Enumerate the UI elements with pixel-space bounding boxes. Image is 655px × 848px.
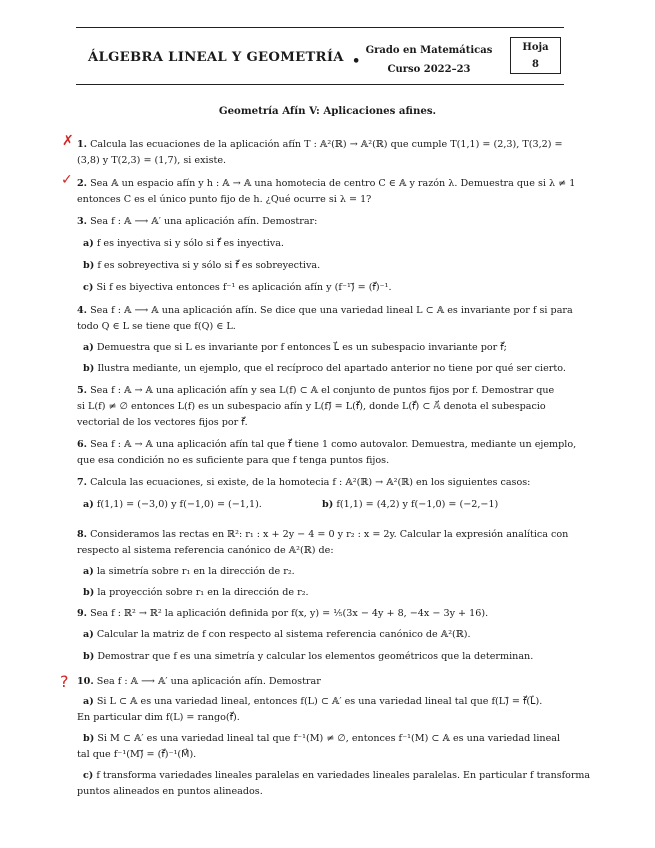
exercise-3-intro xyxy=(77,214,317,230)
exercise-5-text: Sea f : 𝔸 → 𝔸 una aplicación afín y sea L(f) ⊂ 𝔸 el conjunto de puntos fijos por f. Demostrar que xyxy=(90,385,555,396)
exercise-2-text: Sea 𝔸 un espacio afín y h : 𝔸 → 𝔸 una homotecia de centro C ∈ 𝔸 y razón λ. Demuestra que si λ ≠ 1 xyxy=(90,178,576,189)
exercise-9a-label: a) xyxy=(83,629,94,640)
exercise-10c-text: f transforma variedades lineales paralelas en variedades lineales paralelas. En particular f transforma xyxy=(96,770,591,781)
exercise-10-intro xyxy=(77,674,321,690)
exercise-5-number: 5. xyxy=(77,385,88,396)
sheet-box xyxy=(510,37,561,74)
exercise-4b-text: Ilustra mediante, un ejemplo, que el recíproco del apartado anterior no tiene por qué ser cierto. xyxy=(97,363,566,374)
exercise-8-line2: respecto al sistema referencia canónico de 𝔸²(ℝ) de: xyxy=(77,545,334,556)
exercise-7a-label: a) xyxy=(83,499,94,510)
exercise-4-text: Sea f : 𝔸 ⟶ 𝔸 una aplicación afín. Se dice que una variedad lineal L ⊂ 𝔸 es invariante por f si para xyxy=(90,305,573,316)
exercise-3a-label: a) xyxy=(83,238,94,249)
exercise-10a-text: Si L ⊂ 𝔸 es una variedad lineal, entonces f(L) ⊂ 𝔸′ es una variedad lineal tal que f(L)⃗ = f⃗(L⃗). xyxy=(96,696,543,707)
exercise-3b xyxy=(83,258,320,274)
exercise-4b xyxy=(83,361,566,377)
exercise-4-line2: todo Q ∈ L se tiene que f(Q) ∈ L. xyxy=(77,321,236,332)
course-title: ÁLGEBRA LINEAL Y GEOMETRÍA xyxy=(88,50,344,65)
exercise-3-number: 3. xyxy=(77,216,88,227)
exercise-6-line2: que esa condición no es suficiente para que f tenga puntos fijos. xyxy=(77,455,390,466)
exercise-3b-text: f es sobreyectiva si y sólo si f⃗ es sobreyectiva. xyxy=(97,260,321,271)
header-separator: • xyxy=(352,54,361,69)
exercise-7-intro xyxy=(77,475,530,491)
exercise-7-text: Calcula las ecuaciones, si existe, de la homotecia f : 𝔸²(ℝ) → 𝔸²(ℝ) en los siguientes casos: xyxy=(90,477,531,488)
exercise-8-line1 xyxy=(77,527,568,543)
exercise-8-text: Consideramos las rectas en ℝ²: r₁ : x + 2y − 4 = 0 y r₂ : x = 2y. Calcular la expresión analítica con xyxy=(90,529,569,540)
exercise-2-number: 2. xyxy=(77,178,88,189)
exercise-3c-label: c) xyxy=(83,282,94,293)
exercise-3c xyxy=(83,280,392,296)
exercise-10a-line2: En particular dim f(L) = rango(f⃗). xyxy=(77,712,240,723)
exercise-5-line2: si L(f) ≠ ∅ entonces L(f) es un subespacio afín y L(f)⃗ = L(f⃗), donde L(f⃗) ⊂ 𝔸⃗ denota el subespacio xyxy=(77,401,546,412)
sheet-number: 8 xyxy=(532,59,539,70)
degree-name: Grado en Matemáticas xyxy=(365,45,493,56)
exercise-10-text: Sea f : 𝔸 ⟶ 𝔸′ una aplicación afín. Demostrar xyxy=(96,676,321,687)
exercise-10c-line2: puntos alineados en puntos alineados. xyxy=(77,786,263,797)
exercise-10a-line1 xyxy=(83,694,542,710)
exercise-9a xyxy=(83,627,471,643)
exercise-7b-label: b) xyxy=(322,499,334,510)
exercise-4b-label: b) xyxy=(83,363,95,374)
exercise-6-line1 xyxy=(77,437,576,453)
exercise-2-line1 xyxy=(77,176,575,192)
exercise-4a xyxy=(83,340,507,356)
exercise-8-number: 8. xyxy=(77,529,88,540)
exercise-9-text: Sea f : ℝ² → ℝ² la aplicación definida por f(x, y) = ⅕(3x − 4y + 8, −4x − 3y + 16). xyxy=(90,608,489,619)
course-info xyxy=(364,41,494,79)
exercise-4a-text: Demuestra que si L es invariante por f entonces L⃗ es un subespacio invariante por f⃗; xyxy=(96,342,507,353)
exercise-4-number: 4. xyxy=(77,305,88,316)
exercise-10b-text: Si M ⊂ 𝔸′ es una variedad lineal tal que f⁻¹(M) ≠ ∅, entonces f⁻¹(M) ⊂ 𝔸 es una variedad lineal xyxy=(97,733,561,744)
page-title: Geometría Afín V: Aplicaciones afines. xyxy=(218,105,437,117)
exercise-3a xyxy=(83,236,284,252)
exercise-10b-line1 xyxy=(83,731,560,747)
exercise-10-number: 10. xyxy=(77,676,94,687)
sheet-label: Hoja xyxy=(522,42,549,53)
exercise-8b-text: la proyección sobre r₁ en la dirección de r₂. xyxy=(97,587,309,598)
exercise-1-line2: (3,8) y T(2,3) = (1,7), si existe. xyxy=(77,155,227,166)
cross-mark-icon: ✗ xyxy=(62,133,74,149)
exercise-10b-line2: tal que f⁻¹(M)⃗ = (f⃗)⁻¹(M⃗). xyxy=(77,749,197,760)
exercise-1-number: 1. xyxy=(77,139,88,150)
exercise-8b-label: b) xyxy=(83,587,95,598)
exercise-10c-line1 xyxy=(83,768,590,784)
exercise-6-number: 6. xyxy=(77,439,88,450)
exercise-6-text: Sea f : 𝔸 → 𝔸 una aplicación afín tal que f⃗ tiene 1 como autovalor. Demuestra, mediante un ejemplo, xyxy=(90,439,577,450)
exercise-9-number: 9. xyxy=(77,608,88,619)
exercise-9-intro xyxy=(77,606,488,622)
exercise-8b xyxy=(83,585,309,601)
exercise-7-number: 7. xyxy=(77,477,88,488)
exercise-7a-text: f(1,1) = (−3,0) y f(−1,0) = (−1,1). xyxy=(96,499,262,510)
exercise-10b-label: b) xyxy=(83,733,95,744)
exercise-1-line1 xyxy=(77,137,563,153)
exercise-5-line1 xyxy=(77,383,554,399)
academic-year: Curso 2022–23 xyxy=(387,64,471,75)
exercise-3c-text: Si f es biyectiva entonces f⁻¹ es aplicación afín y (f⁻¹)⃗ = (f⃗)⁻¹. xyxy=(96,282,392,293)
exercise-1-text: Calcula las ecuaciones de la aplicación afín T : 𝔸²(ℝ) → 𝔸²(ℝ) que cumple T(1,1) = (2,3), T(3,2) = xyxy=(90,139,563,150)
exercise-8a-text: la simetría sobre r₁ en la dirección de r₂. xyxy=(96,566,295,577)
exercise-8a-label: a) xyxy=(83,566,94,577)
exercise-9a-text: Calcular la matriz de f con respecto al sistema referencia canónico de 𝔸²(ℝ). xyxy=(96,629,471,640)
header-top-rule xyxy=(76,27,564,28)
exercise-7b-text: f(1,1) = (4,2) y f(−1,0) = (−2,−1) xyxy=(336,499,499,510)
question-mark-icon: ? xyxy=(60,672,69,691)
exercise-10a-label: a) xyxy=(83,696,94,707)
exercise-9b-text: Demostrar que f es una simetría y calcular los elementos geométricos que la determinan. xyxy=(97,651,534,662)
exercise-8a xyxy=(83,564,295,580)
exercise-3a-text: f es inyectiva si y sólo si f⃗ es inyectiva. xyxy=(96,238,284,249)
check-mark-icon: ✓ xyxy=(61,172,73,188)
exercise-7b xyxy=(322,497,498,513)
exercise-7a xyxy=(83,497,262,513)
exercise-3-text: Sea f : 𝔸 ⟶ 𝔸′ una aplicación afín. Demostrar: xyxy=(90,216,318,227)
exercise-9b-label: b) xyxy=(83,651,95,662)
exercise-4a-label: a) xyxy=(83,342,94,353)
exercise-10c-label: c) xyxy=(83,770,94,781)
header-bottom-rule xyxy=(76,84,564,85)
exercise-5-line3: vectorial de los vectores fijos por f⃗. xyxy=(77,417,248,428)
exercise-9b xyxy=(83,649,533,665)
exercise-3b-label: b) xyxy=(83,260,95,271)
exercise-2-line2: entonces C es el único punto fijo de h. ¿Qué ocurre si λ = 1? xyxy=(77,194,372,205)
exercise-4-line1 xyxy=(77,303,573,319)
